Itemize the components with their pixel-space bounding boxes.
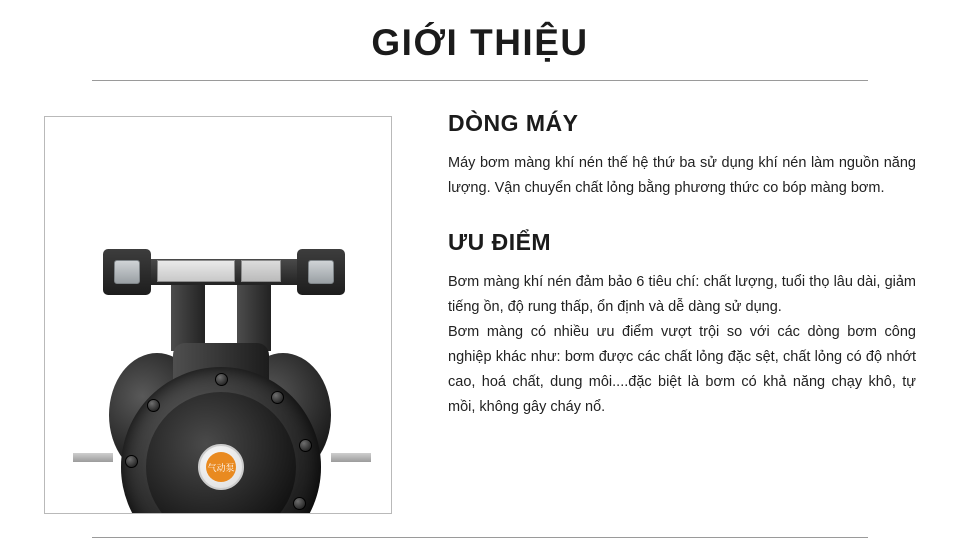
- bolt-icon: [147, 399, 160, 412]
- pump-neck-right: [237, 285, 271, 351]
- nameplate-primary: [157, 260, 235, 282]
- nameplate-secondary: [241, 260, 281, 282]
- pump-illustration: [45, 117, 391, 513]
- content-column: [448, 110, 916, 420]
- section-paragraph-dong-may: Máy bơm màng khí nén thế hệ thứ ba sử dụng khí nén làm nguồn năng lượng. Vận chuyển chất lỏng bằng phương thức co bóp màng bơm.: [448, 155, 916, 196]
- bolt-icon: [215, 373, 228, 386]
- bolt-icon: [299, 439, 312, 452]
- pump-side-tube-left: [73, 453, 113, 462]
- section-heading-uu-diem: ƯU ĐIỂM: [448, 229, 552, 255]
- product-image-frame: [44, 116, 392, 514]
- brand-logo: 气动泵: [206, 452, 236, 482]
- bolt-icon: [114, 260, 140, 284]
- bolt-icon: [271, 391, 284, 404]
- pump-top-flange-left: [103, 249, 151, 295]
- pump-cover-hub: [198, 444, 244, 490]
- divider-top: [92, 80, 868, 81]
- section-heading-dong-may: DÒNG MÁY: [448, 110, 579, 136]
- pump-side-tube-right: [331, 453, 371, 462]
- section-paragraph-uu-diem-2: Bơm màng có nhiều ưu điểm vượt trội so với các dòng bơm công nghiệp khác như: bơm được các chất lỏng đặc sệt, chất lỏng có độ nhớt cao, hoá chất, dung môi....đặc biệt là bơm có khả năng chạy khô, tự mồi, không gây cháy nổ.: [448, 324, 916, 415]
- page-title: GIỚI THIỆU: [371, 22, 589, 63]
- divider-bottom: [92, 537, 868, 538]
- pump-top-flange-right: [297, 249, 345, 295]
- bolt-icon: [139, 513, 152, 514]
- bolt-icon: [293, 497, 306, 510]
- section-paragraph-uu-diem-1: Bơm màng khí nén đảm bảo 6 tiêu chí: chất lượng, tuổi thọ lâu dài, giảm tiếng ồn, độ rung thấp, ổn định và dễ dàng sử dụng.: [448, 274, 916, 315]
- pump-neck-left: [171, 285, 205, 351]
- bolt-icon: [308, 260, 334, 284]
- bolt-icon: [125, 455, 138, 468]
